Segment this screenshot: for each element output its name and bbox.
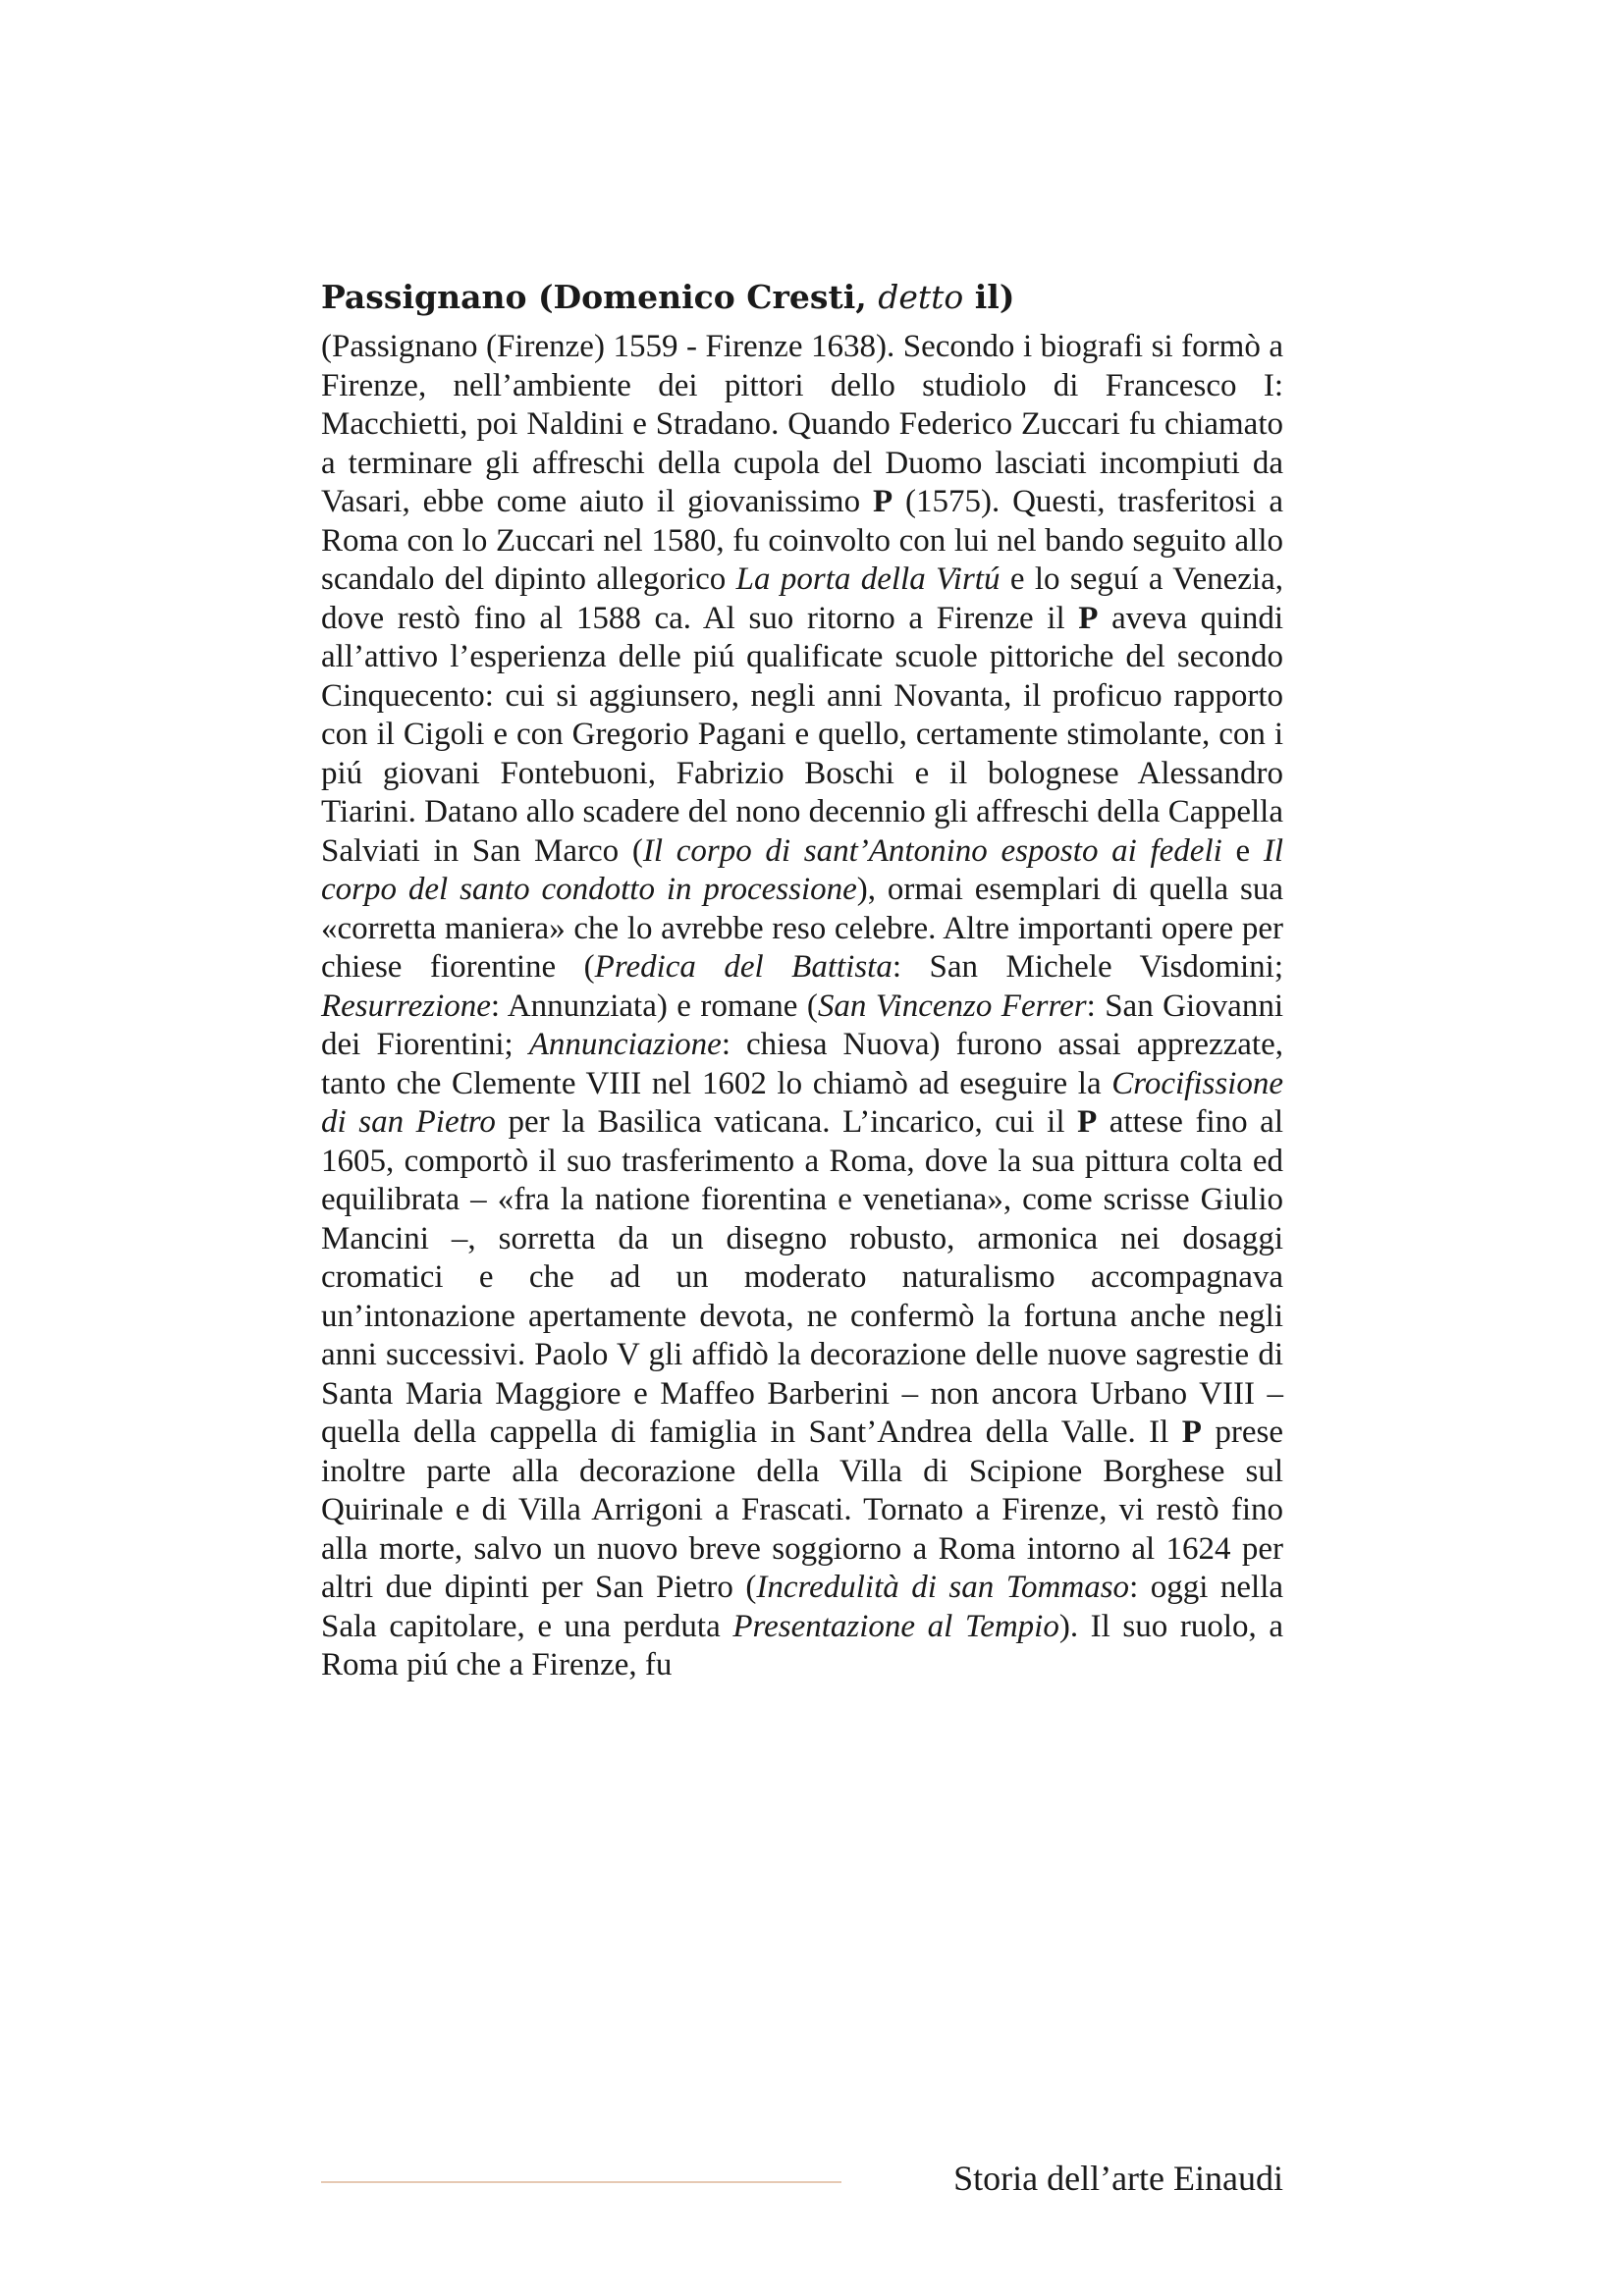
text-segment: ), ormai esemplari di quella sua «corretta maniera» che lo avrebbe reso celebre. Altre importanti opere per chiese fiorentine ( xyxy=(321,872,1283,985)
entry-body-text xyxy=(321,328,1283,1685)
entry-title xyxy=(321,278,1283,317)
bold-abbreviation-segment: P xyxy=(1077,1104,1098,1140)
italic-title-segment: La porta della Virtú xyxy=(735,561,1001,597)
italic-title-segment: Il corpo di sant’Antonino esposto ai fedeli xyxy=(642,832,1222,869)
bold-abbreviation-segment: P xyxy=(1181,1415,1202,1450)
italic-title-segment: Crocifissione di san Pietro xyxy=(321,1065,1283,1140)
text-segment: prese inoltre parte alla decorazione della Villa di Scipione Borghese sul Quirinale e di Villa Arrigoni a Frascati. Tornato a Firenze, vi restò fino alla morte, salvo un nuovo breve soggiorno a Roma intorno al 1624 per altri due dipinti per San Pietro ( xyxy=(321,1415,1283,1605)
footer-rule xyxy=(321,2181,841,2183)
text-segment: e xyxy=(1221,832,1264,869)
text-segment: aveva quindi all’attivo l’esperienza delle piú qualificate scuole pittoriche del secondo Cinquecento: cui si aggiunsero, negli anni Novanta, il proficuo rapporto con il Cigoli e con Gregorio Pagani e quello, certamente stimolante, con i piú giovani Fontebuoni, Fabrizio Boschi e il bolognese Alessandro Tiarini. Datano allo scadere del nono decennio gli affreschi della Cappella Salviati in San Marco ( xyxy=(321,600,1283,869)
text-segment: : San Giovanni dei Fiorentini; xyxy=(321,988,1283,1062)
text-segment: ). Il suo ruolo, a Roma piú che a Firenze, fu xyxy=(321,1608,1283,1682)
entry-title-italic: detto xyxy=(878,278,964,316)
footer-publication-title: Storia dell’arte Einaudi xyxy=(953,2159,1283,2198)
text-segment: e lo seguí a Venezia, dove restò fino al 1588 ca. Al suo ritorno a Firenze il xyxy=(321,561,1283,636)
text-segment: : oggi nella Sala capitolare, e una perduta xyxy=(321,1570,1284,1644)
entry-title-main: Passignano (Domenico Cresti, xyxy=(321,278,867,316)
italic-title-segment: Annunciazione xyxy=(528,1027,722,1062)
italic-title-segment: San Vincenzo Ferrer xyxy=(817,988,1087,1024)
text-segment: : chiesa Nuova) furono assai apprezzate, tanto che Clemente VIII nel 1602 lo chiamò ad eseguire la xyxy=(321,1027,1283,1101)
italic-title-segment: Resurrezione xyxy=(321,988,491,1024)
text-segment: : Annunziata) e romane ( xyxy=(490,988,818,1024)
text-segment: per la Basilica vaticana. L’incarico, cui il xyxy=(495,1104,1078,1140)
italic-title-segment: Il corpo del santo condotto in processione xyxy=(321,832,1283,907)
text-segment: (1575). Questi, trasferitosi a Roma con lo Zuccari nel 1580, fu coinvolto con lui nel bando seguito allo scandalo del dipinto allegorico xyxy=(321,484,1283,597)
italic-title-segment: Presentazione al Tempio xyxy=(732,1608,1059,1644)
italic-title-segment: Predica del Battista xyxy=(594,949,893,985)
entry-title-end: il) xyxy=(974,278,1015,316)
text-segment: : San Michele Visdomini; xyxy=(892,949,1284,985)
bold-abbreviation-segment: P xyxy=(872,484,893,519)
bold-abbreviation-segment: P xyxy=(1078,600,1099,636)
italic-title-segment: Incredulità di san Tommaso xyxy=(756,1570,1130,1605)
text-segment: (Passignano (Firenze) 1559 - Firenze 1638). Secondo i biografi si formò a Firenze, nell’ambiente dei pittori dello studiolo di Francesco I: Macchietti, poi Naldini e Stradano. Quando Federico Zuccari fu chiamato a terminare gli affreschi della cupola del Duomo lasciati incompiuti da Vasari, ebbe come aiuto il giovanissimo xyxy=(321,329,1283,519)
text-segment: attese fino al 1605, comportò il suo trasferimento a Roma, dove la sua pittura colta ed equilibrata – «fra la natione fiorentina e venetiana», come scrisse Giulio Mancini –, sorretta da un disegno robusto, armonica nei dosaggi cromatici e che ad un moderato naturalismo accompagnava un’intonazione apertamente devota, ne confermò la fortuna anche negli anni successivi. Paolo V gli affidò la decorazione delle nuove sagrestie di Santa Maria Maggiore e Maffeo Barberini – non ancora Urbano VIII – quella della cappella di famiglia in Sant’Andrea della Valle. Il xyxy=(321,1104,1283,1450)
